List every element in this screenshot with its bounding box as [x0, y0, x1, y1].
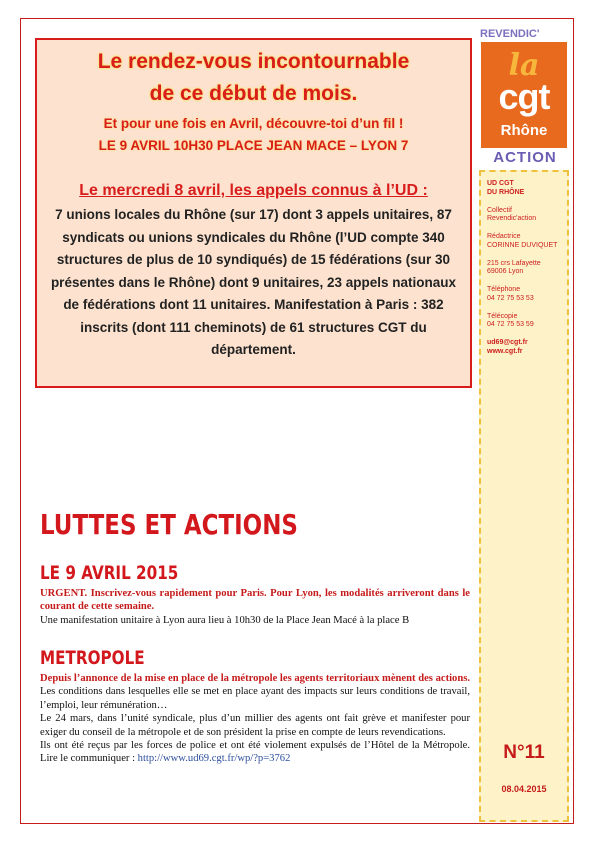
org-line1: UD CGT [487, 180, 514, 187]
logo-action: ACTION [493, 149, 557, 166]
communique-link[interactable]: http://www.ud69.cgt.fr/wp/?p=3762 [137, 753, 291, 765]
logo-banner: REVENDIC' [480, 28, 540, 40]
april-9-title: LE 9 AVRIL 2015 [40, 562, 179, 584]
collectif-name: Revendic'action [487, 215, 537, 223]
logo-cgt: cgt [498, 76, 550, 117]
web-link[interactable]: www.cgt.fr [487, 347, 523, 355]
appeals-title: Le mercredi 8 avril, les appels connus à l’UD : [79, 182, 428, 199]
issue-date: 08.04.2015 [501, 784, 547, 794]
redactrice-label: Rédactrice [487, 233, 521, 240]
april-9-text: Une manifestation unitaire à Lyon aura lieu à 10h30 de la Place Jean Macé à la place B [40, 614, 410, 626]
headline-line2: de ce début de mois. [149, 82, 358, 105]
metropole-paragraph [40, 672, 470, 766]
cgt-logo [478, 28, 570, 166]
metropole-text1: Les conditions dans lesquelles elle se met en place ayant des impacts sur leurs conditions de travail, l’emploi, leur rémunération… [40, 686, 470, 711]
section-heading: LUTTES ET ACTIONS [40, 508, 298, 541]
address-line1: 215 crs Lafayette [487, 259, 541, 267]
headline-line3: Et pour une fois en Avril, découvre-toi d’un fil ! [103, 116, 404, 131]
fax-label: Télécopie [487, 312, 518, 320]
logo-la: la [508, 48, 540, 83]
appeals-body: 7 unions locales du Rhône (sur 17) dont 3 appels unitaires, 87 syndicats ou unions syndicales du Rhône (l’UD compte 340 structures de plus de 10 syndiqués) de 15 fédérations (sur 30 présentes dans le Rhône) dont 9 unitaires, 23 appels nationaux de fédérations dont 11 unitaires. Manifestation à Paris : 382 inscrits (dont 111 cheminots) de 61 structures CGT du département. [50, 207, 457, 357]
metropole-title: METROPOLE [40, 647, 145, 669]
april-9-paragraph [40, 587, 470, 627]
headline-line4: LE 9 AVRIL 10H30 PLACE JEAN MACE – LYON 7 [98, 138, 409, 153]
logo-rhone: Rhône [500, 122, 548, 139]
headline-box [35, 38, 472, 388]
issue-number: N°11 [503, 742, 545, 763]
april-9-urgent: URGENT. Inscrivez-vous rapidement pour Paris. Pour Lyon, les modalités arriveront dans le courant de cette semaine. [40, 588, 470, 613]
redactrice-name: CORINNE DUVIQUET [487, 241, 558, 249]
metropole-lead: Depuis l’annonce de la mise en place de la métropole les agents territoriaux mènent des actions. [40, 673, 470, 684]
sidebar-info [487, 180, 565, 366]
metropole-text2: Le 24 mars, dans l’unité syndicale, plus d’un millier des agents ont fait grève et manifester pour exiger du conseil de la métropole et de son président la prise en compte de leurs revendications. [40, 713, 470, 738]
logo-block [481, 42, 567, 148]
fax-number: 04 72 75 53 59 [487, 321, 534, 329]
tel-label: Téléphone [487, 286, 521, 293]
org-line2: DU RHÔNE [487, 188, 525, 196]
address-line2: 69006 Lyon [487, 268, 524, 276]
sidebar [479, 170, 569, 822]
metropole-text3: Ils ont été reçus par les forces de police et ont été violement expulsés de l’Hôtel de la Métropole. Lire le communiquer : [40, 740, 470, 765]
headline-line1: Le rendez-vous incontournable [97, 50, 410, 73]
tel-number: 04 72 75 53 53 [487, 294, 534, 302]
collectif-label: Collectif [487, 206, 512, 214]
email-link[interactable]: ud69@cgt.fr [487, 339, 528, 346]
